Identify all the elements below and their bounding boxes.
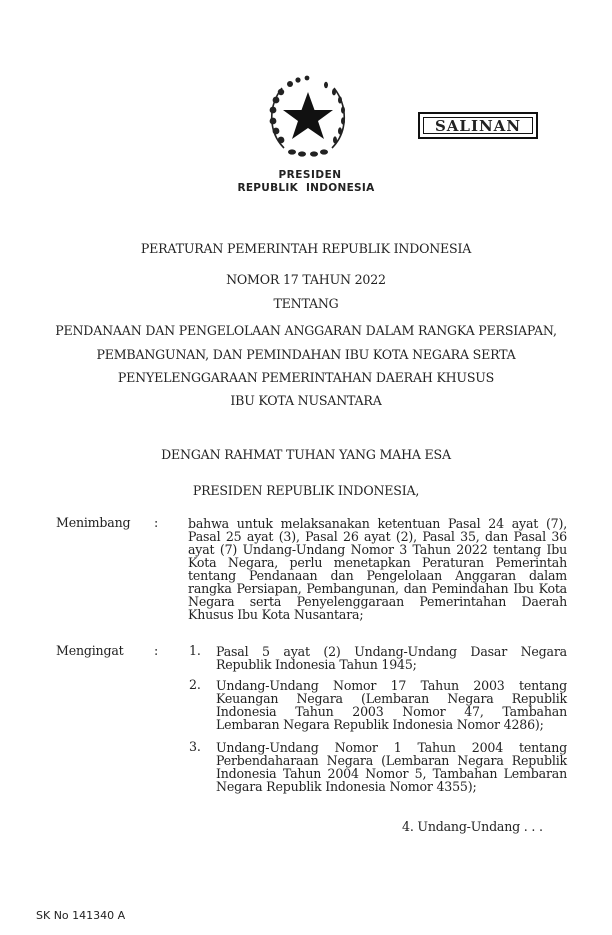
mengingat-line: Indonesia Tahun 2004 Nomor 5, Tambahan Lembaran: [216, 766, 567, 781]
mengingat-colon: :: [154, 643, 159, 658]
president-statement: PRESIDEN REPUBLIK INDONESIA,: [192, 483, 420, 498]
regulation-subject-line: PENDANAAN DAN PENGELOLAAN ANGGARAN DALAM RANGKA PERSIAPAN,: [55, 323, 557, 338]
menimbang-line: ayat (7) Undang-Undang Nomor 3 Tahun 2022 tentang Ibu: [188, 542, 567, 557]
institution-title: PRESIDEN: [278, 169, 342, 181]
menimbang-line: Kota Negara, perlu menetapkan Peraturan Pemerintah: [188, 555, 567, 570]
mengingat-line: Republik Indonesia Tahun 1945;: [216, 657, 417, 672]
mengingat-item: [216, 679, 567, 735]
menimbang-line: Pasal 25 ayat (3), Pasal 26 ayat (2), Pasal 35, dan Pasal 36: [188, 529, 567, 544]
mengingat-item: [216, 645, 567, 675]
menimbang-colon: :: [154, 515, 159, 530]
mengingat-item: [216, 741, 567, 797]
mengingat-line: Undang-Undang Nomor 1 Tahun 2004 tentang: [216, 740, 567, 755]
page-continuation: 4. Undang-Undang . . .: [402, 819, 543, 834]
mengingat-line: Indonesia Tahun 2003 Nomor 47, Tambahan: [216, 704, 567, 719]
regulation-type: PERATURAN PEMERINTAH REPUBLIK INDONESIA: [140, 241, 472, 256]
institution-subtitle: REPUBLIK INDONESIA: [237, 182, 375, 194]
regulation-subject-line: PENYELENGGARAAN PEMERINTAHAN DAERAH KHUSUS: [117, 370, 495, 385]
menimbang-paragraph: [188, 517, 567, 627]
mengingat-line: Pasal 5 ayat (2) Undang-Undang Dasar Negara: [216, 644, 567, 659]
mengingat-line: Keuangan Negara (Lembaran Negara Republik: [216, 691, 567, 706]
copy-stamp-box: [418, 112, 538, 139]
mengingat-item-number: 2.: [189, 677, 201, 692]
mengingat-label: Mengingat: [56, 643, 124, 658]
menimbang-line: bahwa untuk melaksanakan ketentuan Pasal 24 ayat (7),: [188, 516, 567, 531]
mengingat-line: Undang-Undang Nomor 17 Tahun 2003 tentang: [216, 678, 567, 693]
mengingat-line: Lembaran Negara Republik Indonesia Nomor 4286);: [216, 717, 544, 732]
regulation-subject-line: IBU KOTA NUSANTARA: [230, 393, 382, 408]
menimbang-line: Negara serta Penyelenggaraan Pemerintahan Daerah: [188, 594, 567, 609]
menimbang-line: Khusus Ibu Kota Nusantara;: [188, 607, 364, 622]
garuda-star-emblem-icon: [262, 70, 354, 162]
menimbang-line: rangka Persiapan, Pembangunan, dan Pemindahan Ibu Kota: [188, 581, 567, 596]
menimbang-line: tentang Pendanaan dan Pengelolaan Anggaran dalam: [188, 568, 567, 583]
mengingat-item-number: 1.: [189, 643, 201, 658]
grace-statement: DENGAN RAHMAT TUHAN YANG MAHA ESA: [161, 447, 451, 462]
menimbang-label: Menimbang: [56, 515, 131, 530]
regulation-about: TENTANG: [273, 296, 339, 311]
mengingat-item-number: 3.: [189, 739, 201, 754]
regulation-subject-line: PEMBANGUNAN, DAN PEMINDAHAN IBU KOTA NEGARA SERTA: [96, 347, 516, 362]
regulation-number: NOMOR 17 TAHUN 2022: [226, 272, 386, 287]
sk-number: SK No 141340 A: [36, 909, 126, 922]
mengingat-line: Negara Republik Indonesia Nomor 4355);: [216, 779, 477, 794]
copy-stamp-text: SALINAN: [423, 117, 533, 134]
mengingat-line: Perbendaharaan Negara (Lembaran Negara Republik: [216, 753, 567, 768]
